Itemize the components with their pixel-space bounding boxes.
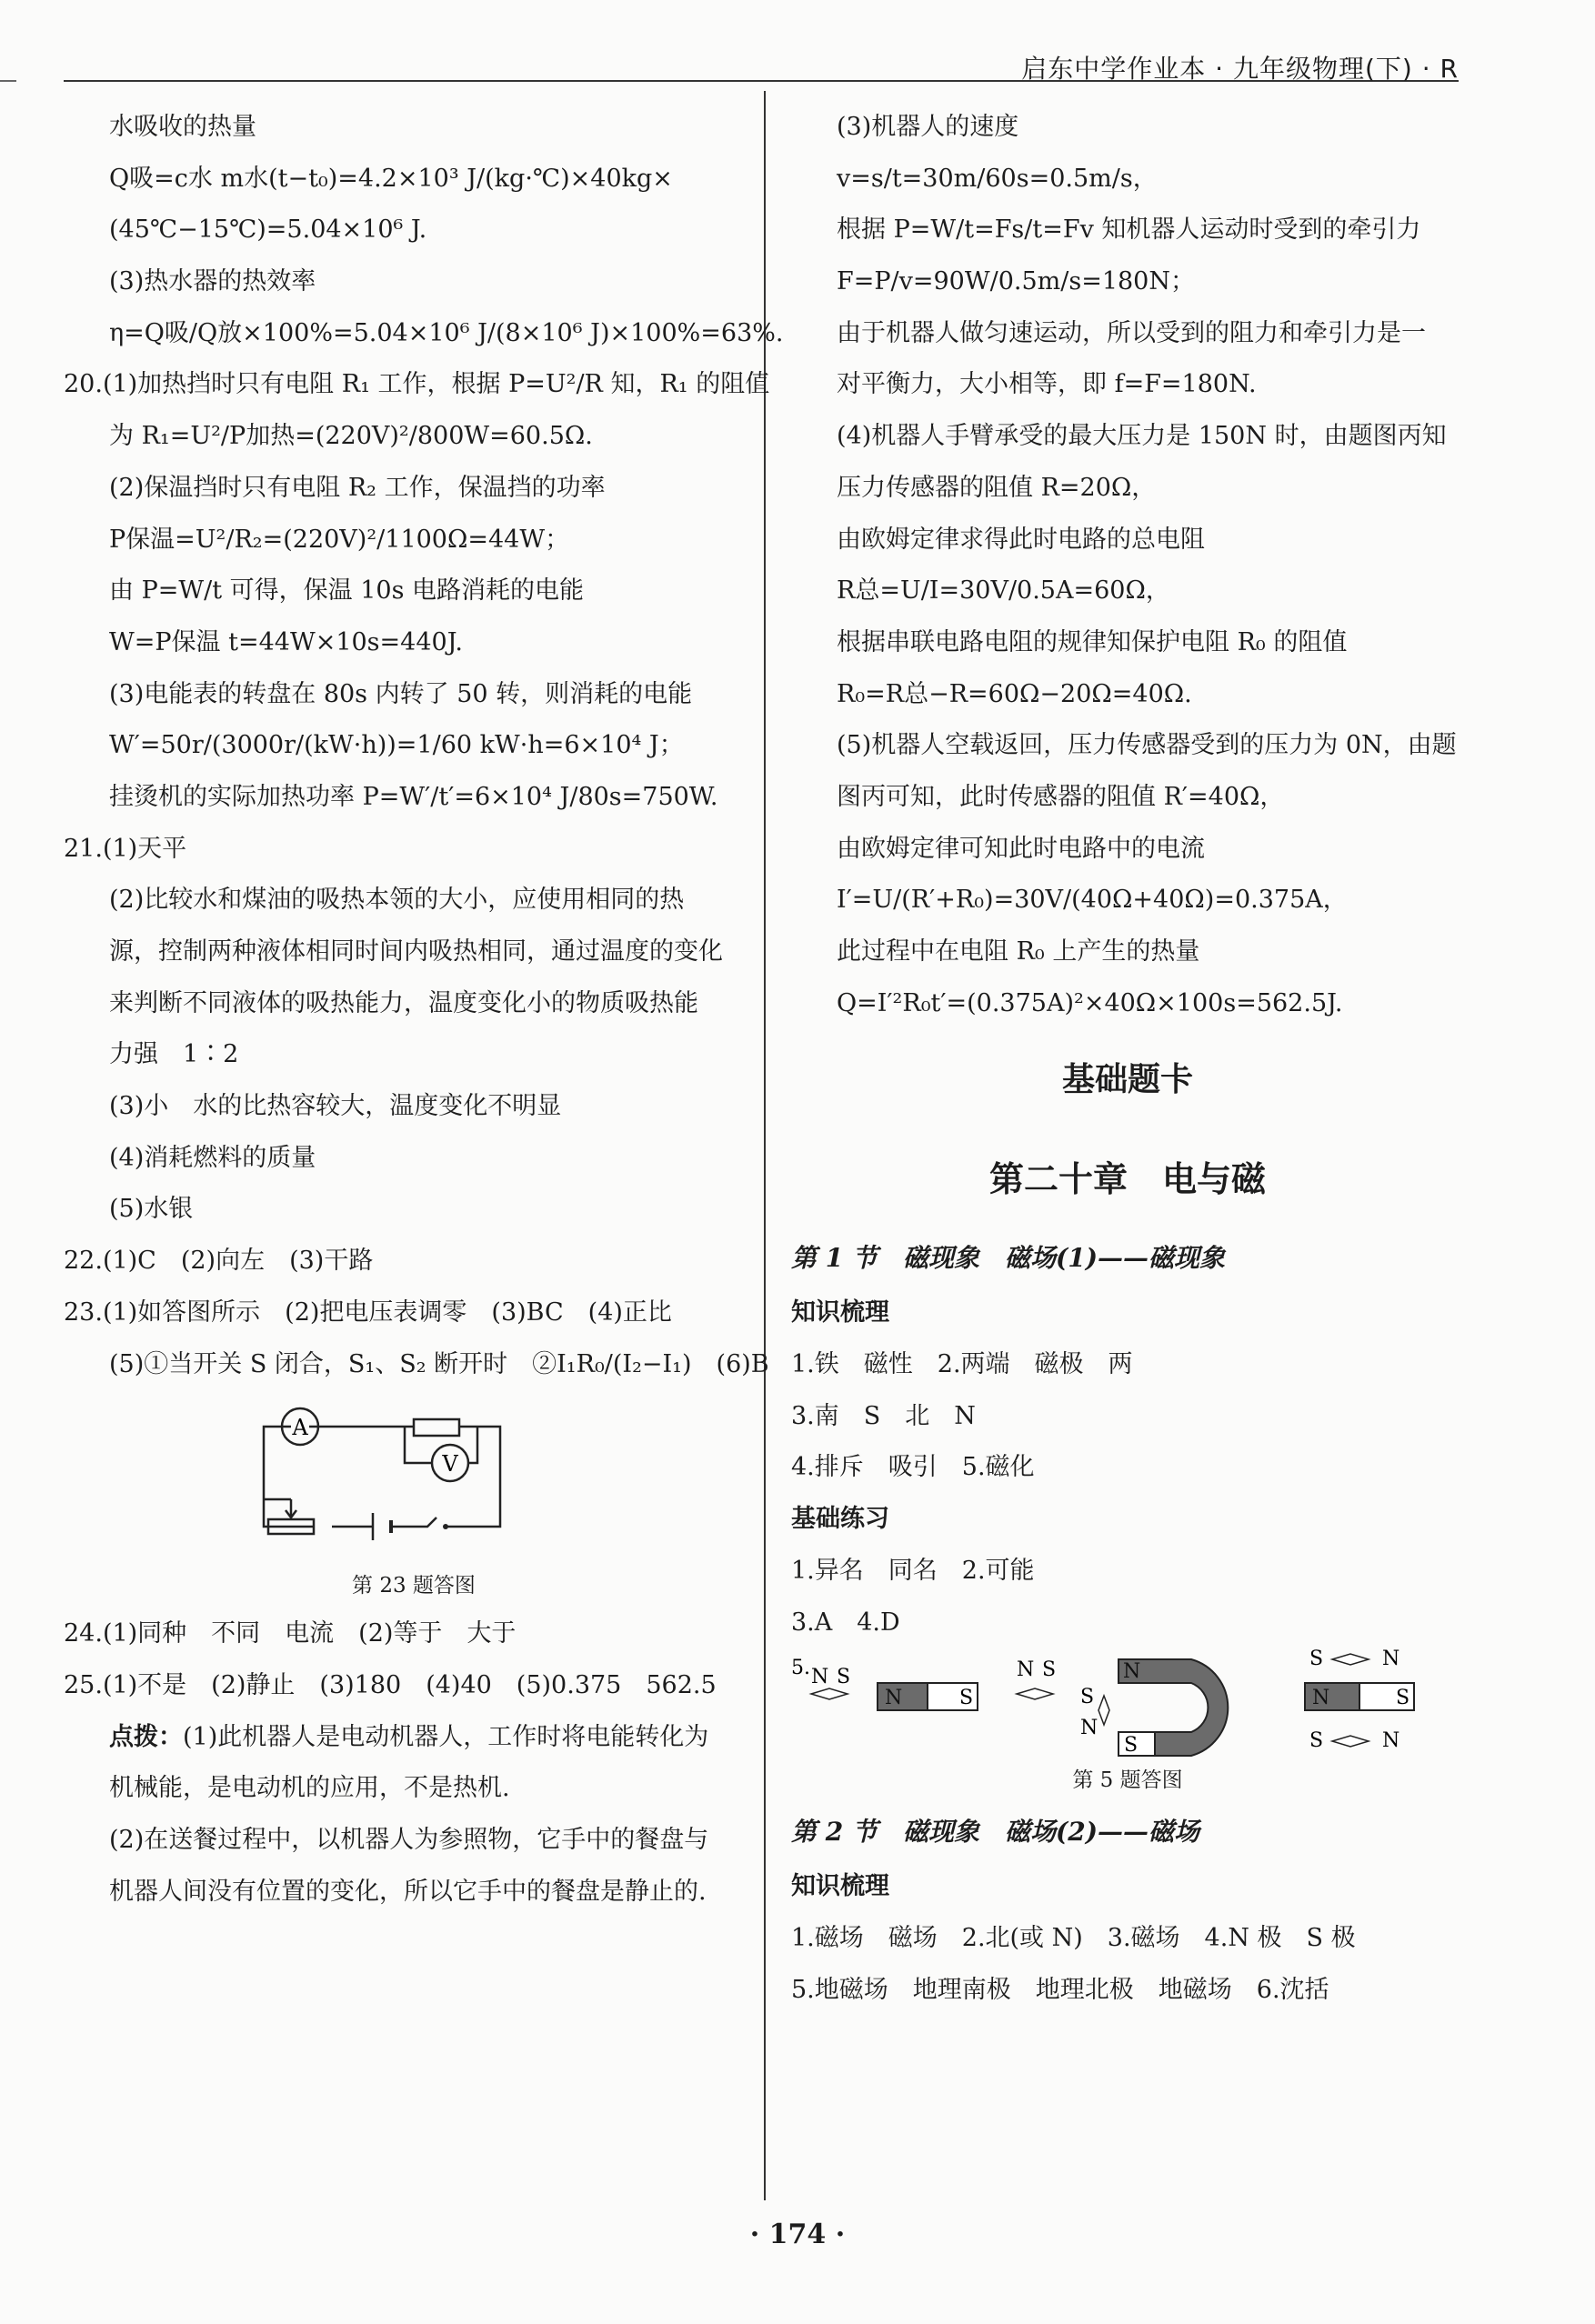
header-title: 启东中学作业本 · 九年级物理(下) · R: [1021, 54, 1459, 84]
text-line: 根据串联电路电阻的规律知保护电阻 R₀ 的阻值: [837, 627, 1348, 656]
note-line: [64, 1712, 746, 1764]
compass-needle: [1332, 1736, 1369, 1747]
pole-label: S: [1124, 1734, 1139, 1758]
left-column: [64, 102, 784, 1918]
text-line: R总=U/I=30V/0.5A=60Ω，: [837, 576, 1170, 606]
answer-line: 1.磁场 磁场 2.北(或 N) 3.磁场 4.N 极 S 极: [791, 1923, 1356, 1952]
compass-label: S: [1309, 1729, 1324, 1753]
text-line: 对平衡力，大小相等，即 f=F=180N.: [837, 370, 1257, 399]
compass-needle: [1017, 1688, 1053, 1699]
text-line: 机械能，是电动机的应用，不是热机.: [109, 1774, 510, 1803]
text-line: 图丙可知，此时传感器的阻值 R′=40Ω，: [837, 782, 1285, 811]
compass-needle: [1332, 1654, 1369, 1665]
text-line: 源，控制两种液体相同时间内吸热相同，通过温度的变化: [109, 937, 723, 966]
text-line: (3)热水器的热效率: [109, 267, 316, 296]
answer-line: 3.南 S 北 N: [791, 1401, 976, 1430]
section-title: 基础题卡: [1061, 1060, 1193, 1099]
lesson-2-title: 第 2 节 磁现象 磁场(2)——磁场: [791, 1817, 1199, 1848]
figure-number: 5.: [791, 1657, 810, 1680]
question-23: 23.(1)如答图所示 (2)把电压表调零 (3)BC (4)正比: [64, 1297, 672, 1327]
text-line: 此过程中在电阻 R₀ 上产生的热量: [837, 937, 1200, 966]
text-line: 力强 1∶2: [109, 1040, 239, 1069]
subheading: 基础练习: [791, 1505, 889, 1534]
note-text: (1)此机器人是电动机器人，工作时将电能转化为: [183, 1722, 709, 1751]
compass-needle: [1098, 1696, 1109, 1725]
compass-label: N: [1080, 1717, 1098, 1740]
compass-label: N: [1382, 1729, 1400, 1753]
compass-label: S: [1309, 1648, 1324, 1671]
right-column: [791, 102, 1464, 2016]
column-divider: [764, 91, 766, 2200]
question-20: 20.(1)加热挡时只有电阻 R₁ 工作，根据 P=U²/R 知，R₁ 的阻值: [64, 370, 770, 399]
ammeter-label: A: [292, 1415, 308, 1441]
text-line: F=P/v=90W/0.5m/s=180N；: [837, 267, 1195, 296]
edge-rule: [0, 80, 16, 82]
figure-caption: 第 5 题答图: [1072, 1768, 1183, 1793]
text-line: 由 P=W/t 可得，保温 10s 电路消耗的电能: [109, 576, 585, 606]
text-line: (4)机器人手臂承受的最大压力是 150N 时，由题图丙知: [837, 422, 1447, 451]
text-line: I′=U/(R′+R₀)=30V/(40Ω+40Ω)=0.375A，: [837, 886, 1348, 915]
compass-label: S: [837, 1666, 851, 1689]
answer-line: 1.异名 同名 2.可能: [791, 1556, 1035, 1585]
subheading: 知识梳理: [791, 1872, 889, 1901]
text-line: (45℃−15℃)=5.04×10⁶ J.: [109, 215, 427, 245]
pole-label: S: [1396, 1687, 1410, 1710]
text-line: 水吸收的热量: [109, 113, 256, 141]
compass-needle: [811, 1688, 848, 1699]
text-line: W=P保温 t=44W×10s=440J.: [109, 627, 464, 656]
text-line: (2)保温挡时只有电阻 R₂ 工作，保温挡的功率: [109, 473, 606, 502]
question-25: 25.(1)不是 (2)静止 (3)180 (4)40 (5)0.375 562.5: [64, 1670, 717, 1699]
voltmeter-label: V: [442, 1451, 458, 1478]
text-line: 压力传感器的阻值 R=20Ω，: [837, 473, 1157, 502]
answer-line: 4.排斥 吸引 5.磁化: [791, 1453, 1035, 1482]
pole-label: N: [1123, 1660, 1141, 1684]
pole-label: N: [1312, 1687, 1330, 1710]
magnet-svg: [791, 1648, 1464, 1758]
text-line: Q吸=c水 m水(t−t₀)=4.2×10³ J/(kg·℃)×40kg×: [109, 164, 673, 193]
compass-label: N: [1017, 1658, 1035, 1682]
text-line: P保温=U²/R₂=(220V)²/1100Ω=44W；: [109, 525, 570, 554]
page-number: · 174 ·: [749, 2219, 846, 2250]
pole-label: N: [885, 1687, 903, 1710]
text-line: 机器人间没有位置的变化，所以它手中的餐盘是静止的.: [109, 1877, 707, 1906]
page-header: [64, 16, 1459, 82]
chapter-title: 第二十章 电与磁: [988, 1158, 1266, 1200]
note-label: 点拨：: [109, 1722, 183, 1751]
text-line: 根据 P=W/t=Fs/t=Fv 知机器人运动时受到的牵引力: [837, 215, 1421, 245]
compass-label: S: [1042, 1658, 1057, 1682]
text-line: R₀=R总−R=60Ω−20Ω=40Ω.: [837, 679, 1192, 708]
circuit-svg: [64, 1390, 746, 1563]
text-line: 由欧姆定律可知此时电路中的电流: [837, 834, 1205, 863]
answer-line: 3.A 4.D: [791, 1608, 900, 1637]
text-line: v=s/t=30m/60s=0.5m/s，: [837, 164, 1158, 193]
text-line: η=Q吸/Q放×100%=5.04×10⁶ J/(8×10⁶ J)×100%=63%.: [109, 318, 784, 347]
compass-label: N: [811, 1666, 829, 1689]
question-21: 21.(1)天平: [64, 834, 187, 863]
text-line: 来判断不同液体的吸热能力，温度变化小的物质吸热能: [109, 988, 698, 1017]
question-22: 22.(1)C (2)向左 (3)干路: [64, 1247, 374, 1276]
subheading: 知识梳理: [791, 1298, 889, 1327]
text-line: 挂烫机的实际加热功率 P=W′/t′=6×10⁴ J/80s=750W.: [109, 782, 718, 811]
text-line: (5)水银: [109, 1195, 194, 1224]
text-line: 为 R₁=U²/P加热=(220V)²/800W=60.5Ω.: [109, 422, 593, 451]
lesson-1-title: 第 1 节 磁现象 磁场(1)——磁现象: [791, 1243, 1225, 1274]
text-line: (3)机器人的速度: [837, 113, 1019, 141]
text-line: (3)小 水的比热容较大，温度变化不明显: [109, 1092, 562, 1121]
compass-label: N: [1382, 1648, 1400, 1671]
text-line: Q=I′²R₀t′=(0.375A)²×40Ω×100s=562.5J.: [837, 988, 1343, 1017]
magnet-diagram-5: [791, 1648, 1464, 1758]
text-line: (3)电能表的转盘在 80s 内转了 50 转，则消耗的电能: [109, 679, 693, 708]
answer-line: 5.地磁场 地理南极 地理北极 地磁场 6.沈括: [791, 1975, 1329, 2004]
question-24: 24.(1)同种 不同 电流 (2)等于 大于: [64, 1619, 517, 1648]
figure-caption: 第 23 题答图: [352, 1574, 476, 1598]
text-line: (5)机器人空载返回，压力传感器受到的压力为 0N，由题: [837, 731, 1457, 760]
pole-label: S: [959, 1687, 974, 1710]
text-line: W′=50r/(3000r/(kW·h))=1/60 kW·h=6×10⁴ J；: [109, 731, 684, 760]
text-line: 由于机器人做匀速运动，所以受到的阻力和牵引力是一: [837, 318, 1426, 347]
text-line: (2)在送餐过程中，以机器人为参照物，它手中的餐盘与: [109, 1825, 709, 1854]
text-line: (2)比较水和煤油的吸热本领的大小，应使用相同的热: [109, 886, 685, 915]
text-line: (5)①当开关 S 闭合，S₁、S₂ 断开时 ②I₁R₀/(I₂−I₁) (6)B: [109, 1349, 769, 1378]
circuit-diagram-23: [64, 1390, 746, 1563]
answer-line: 1.铁 磁性 2.两端 磁极 两: [791, 1350, 1133, 1379]
text-line: 由欧姆定律求得此时电路的总电阻: [837, 525, 1205, 554]
compass-label: S: [1080, 1686, 1095, 1709]
text-line: (4)消耗燃料的质量: [109, 1143, 316, 1172]
